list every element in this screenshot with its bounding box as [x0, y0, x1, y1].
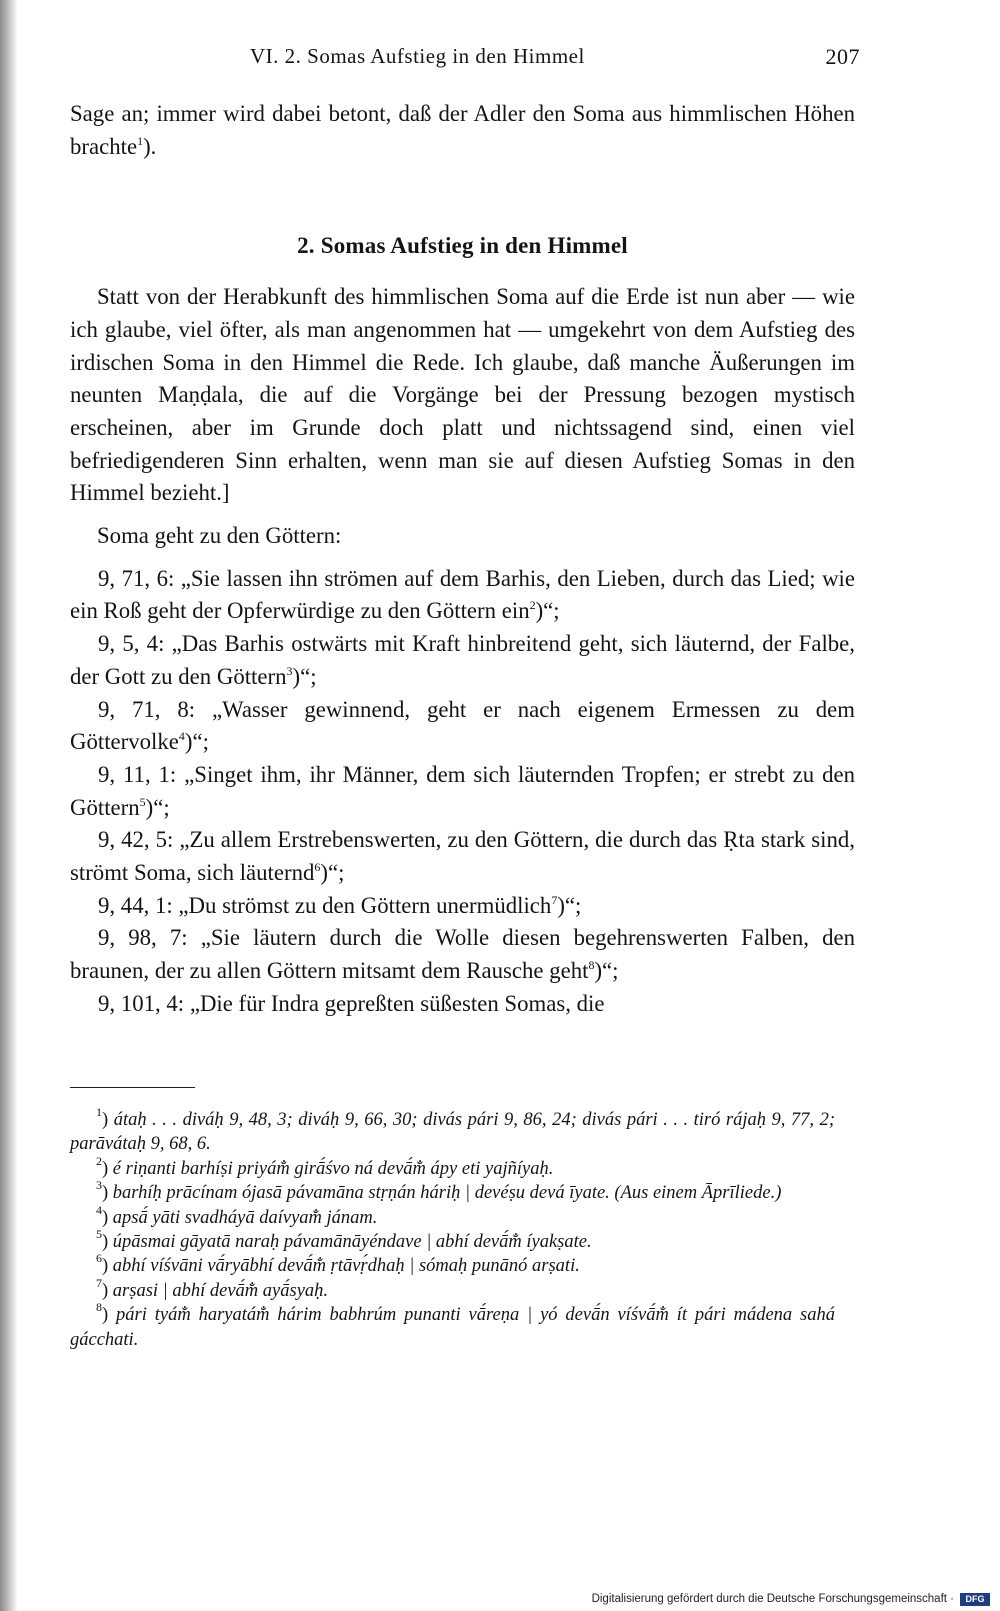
digitization-credit: Digitalisierung gefördert durch die Deutsche Forschungsgemeinschaft · — [591, 1593, 954, 1605]
opening-end: ). — [143, 133, 157, 159]
quote-item — [70, 824, 855, 889]
quote-end: )“; — [557, 892, 582, 918]
quote-item — [70, 988, 855, 1021]
footnote-ref-7[interactable]: 7 — [551, 892, 558, 907]
footnote-number: 7 — [96, 1275, 102, 1290]
quote-text: 9, 11, 1: „Singet ihm, ihr Männer, dem sich läuternden Tropfen; er strebt zu den Göttern — [70, 761, 855, 820]
footnote: $^8$) pári tyám̐ haryatám̐ hárim babhrúm punanti vā́reṇa | yó devā́n víśvā́m̐ ít pári mádena sahá gácchati. — [70, 1300, 835, 1350]
quote-item — [70, 563, 855, 628]
quote-end: )“; — [320, 860, 345, 886]
quote-text: 9, 98, 7: „Sie läutern durch die Wolle diesen begehrenswerten Falben, den braunen, der zu allen Göttern mitsamt dem Rausche geht — [70, 925, 855, 984]
footnote-ref-2[interactable]: 2 — [529, 598, 536, 613]
quote-text: 9, 42, 5: „Zu allem Erstrebenswerten, zu den Göttern, die durch das Ṛta stark sind, strömt Soma, sich läuternd — [70, 827, 855, 886]
footnote-text: barhíḥ prācínam ójasā pávamāna stṛṇán háriḥ | devéṣu devá īyate. (Aus einem Āprīliede.) — [112, 1183, 782, 1204]
footnote: $^5$) úpāsmai gāyatā naraḥ pávamānāyéndave | abhí devā́m̐ íyakṣate. — [96, 1227, 592, 1253]
opening-paragraph — [70, 98, 855, 163]
footnote-ref-6[interactable]: 6 — [314, 860, 321, 875]
footnote: $^7$) arṣasi | abhí devā́m̐ ayā́syaḥ. — [96, 1275, 329, 1301]
footnote-divider — [70, 1087, 195, 1088]
footnote: $^1$) átaḥ . . . diváḥ 9, 48, 3; diváḥ 9, 66, 30; divás pári 9, 86, 24; divás pári . . . tiró rájaḥ 9, 77, 2; parāvátaḥ 9, 68, 6. — [70, 1105, 835, 1155]
footnote-text: pári tyám̐ haryatám̐ hárim babhrúm punanti vā́reṇa | yó devā́n víśvā́m̐ ít pári mádena sahá gácchati. — [70, 1305, 835, 1350]
quote-text: 9, 71, 8: „Wasser gewinnend, geht er nach eigenem Ermessen zu dem Göttervolke — [70, 696, 855, 755]
footnote-number: 1 — [96, 1105, 102, 1119]
footnote-ref-4[interactable]: 4 — [178, 729, 185, 744]
footnotes — [70, 1105, 835, 1352]
quote-text: 9, 5, 4: „Das Barhis ostwärts mit Kraft hinbreitend geht, sich läuternd, der Falbe, der Gott zu den Göttern — [70, 631, 855, 689]
footnote-text: átaḥ . . . diváḥ 9, 48, 3; diváḥ 9, 66, 30; divás pári 9, 86, 24; divás pári . . . tiró rájaḥ 9, 77, 2; parāvátaḥ 9, 68, 6. — [70, 1110, 835, 1155]
footnote-text: apsā́ yāti svadháyā daívyam̐ jánam. — [112, 1207, 378, 1228]
quote-item — [70, 628, 855, 693]
section-heading: 2. Somas Aufstieg in den Himmel — [297, 233, 628, 259]
footnote-text: arṣasi | abhí devā́m̐ ayā́syaḥ. — [112, 1280, 329, 1301]
footnote-ref-3[interactable]: 3 — [286, 663, 293, 678]
footnote-text: úpāsmai gāyatā naraḥ pávamānāyéndave | abhí devā́m̐ íyakṣate. — [112, 1232, 592, 1253]
quote-text: 9, 44, 1: „Du strömst zu den Göttern unermüdlich — [98, 892, 552, 918]
footnote: $^6$) abhí víśvāni vā́ryābhí devā́m̐ ṛtāvṛ́dhaḥ | sómaḥ punānó arṣati. — [96, 1251, 580, 1277]
quote-item — [70, 694, 855, 759]
dfg-logo: DFG — [960, 1593, 990, 1606]
footnote: $^3$) barhíḥ prācínam ójasā pávamāna stṛṇán háriḥ | devéṣu devá īyate. (Aus einem Āprīliede.) — [96, 1178, 782, 1204]
quote-text: 9, 101, 4: „Die für Indra gepreßten süßesten Somas, die — [98, 990, 605, 1016]
page-number: 207 — [825, 44, 860, 69]
quote-end: )“; — [184, 729, 209, 755]
footnote-text: é riṇanti barhíṣi priyám̐ girā́śvo ná devā́m̐ ápy eti yajñíyaḥ. — [112, 1158, 554, 1179]
footnote: $^4$) apsā́ yāti svadháyā daívyam̐ jánam. — [96, 1202, 378, 1228]
quotes-intro: Soma geht zu den Göttern: — [97, 523, 342, 549]
quote-text: 9, 71, 6: „Sie lassen ihn strömen auf dem Barhis, den Lieben, durch das Lied; wie ein Roß geht der Opferwürdige zu den Göttern ein — [70, 565, 855, 624]
footnote: $^2$) é riṇanti barhíṣi priyám̐ girā́śvo ná devā́m̐ ápy eti yajñíyaḥ. — [96, 1153, 554, 1179]
body-paragraph: Statt von der Herabkunft des himmlischen Soma auf die Erde ist nun aber — wie ich glaube, viel öfter, als man angenommen hat — umgekehrt von dem Aufstieg des irdischen Soma in den Himmel die Rede. Ich glaube, daß manche Äußerungen im neunten Maṇḍala, die auf die Vorgänge bei der Pressung bezogen mystisch erscheinen, aber im Grunde doch platt und nichtssagend sind, einen viel befriedigenderen Sinn erhalten, wenn man sie auf diesen Aufstieg Somas in den Himmel bezieht.] — [70, 284, 855, 506]
quote-end: )“; — [594, 958, 619, 984]
footnote-number: 5 — [96, 1227, 102, 1242]
quote-end: )“; — [535, 598, 560, 624]
quote-end: )“; — [145, 794, 170, 820]
footnote-number: 3 — [96, 1178, 102, 1193]
footnote-number: 8 — [96, 1300, 102, 1315]
quote-item — [70, 922, 855, 987]
footnote-number: 2 — [96, 1153, 102, 1168]
opening-text: Sage an; immer wird dabei betont, daß der Adler den Soma aus himmlischen Höhen brachte — [70, 101, 855, 159]
footnote-ref-5[interactable]: 5 — [139, 794, 146, 809]
quote-item — [70, 890, 855, 923]
running-header — [70, 44, 860, 74]
footnote-text: abhí víśvāni vā́ryābhí devā́m̐ ṛtāvṛ́dhaḥ | sómaḥ punānó arṣati. — [112, 1256, 580, 1277]
main-text — [70, 98, 855, 1021]
footnote-number: 4 — [96, 1202, 102, 1217]
footnote-number: 6 — [96, 1251, 102, 1266]
footnote-ref-1[interactable]: 1 — [137, 133, 144, 148]
quote-item — [70, 759, 855, 824]
running-title: VI. 2. Somas Aufstieg in den Himmel — [250, 44, 585, 68]
quote-end: )“; — [292, 663, 317, 689]
footnote-ref-8[interactable]: 8 — [588, 958, 595, 973]
